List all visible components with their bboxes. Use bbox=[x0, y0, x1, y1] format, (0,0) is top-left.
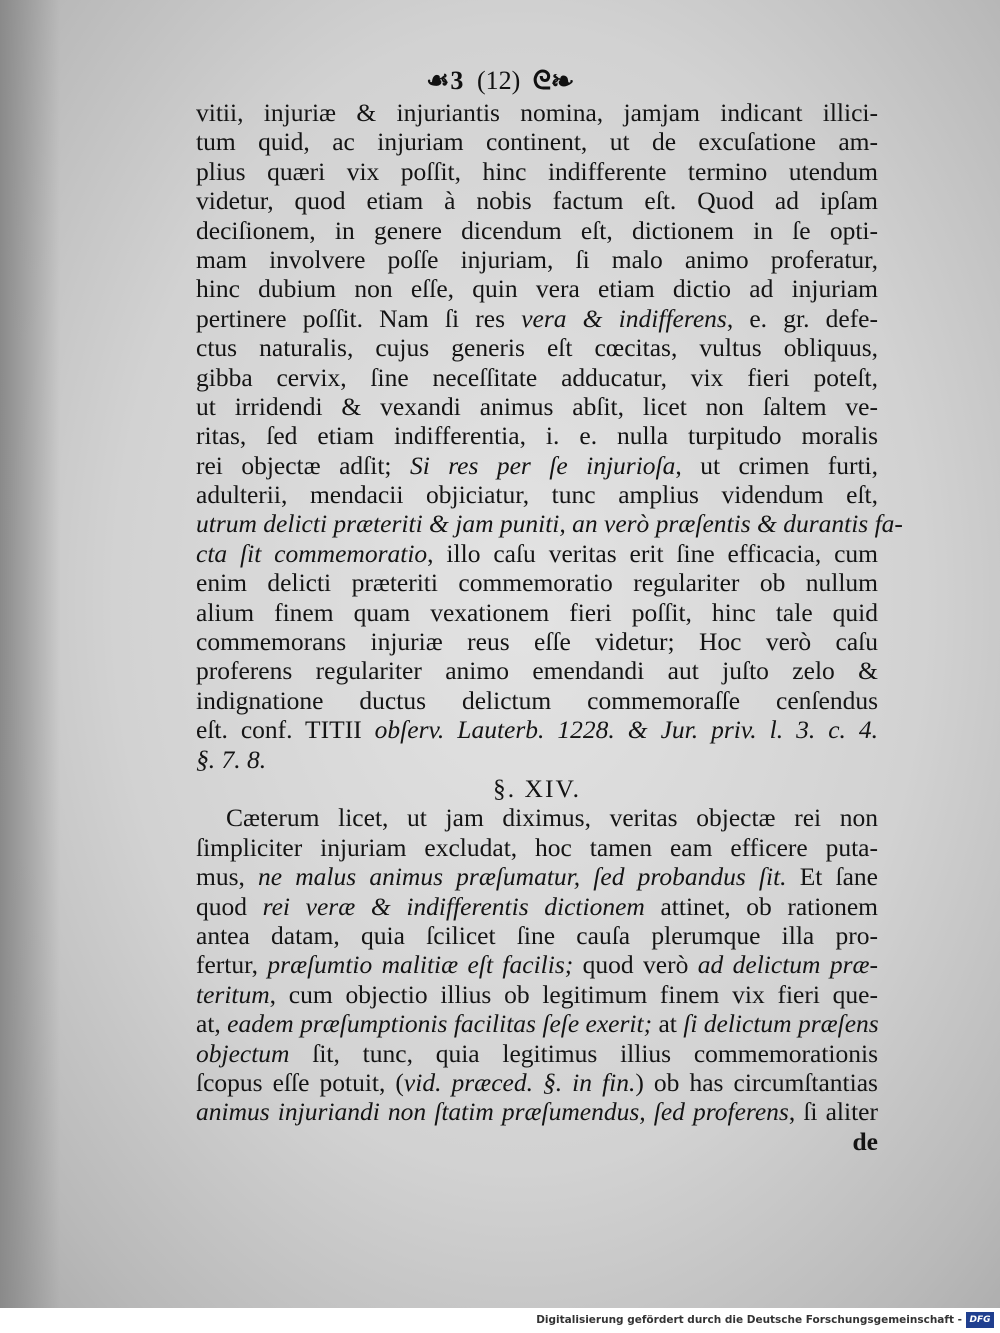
text-line bbox=[196, 892, 878, 921]
text-line bbox=[196, 304, 878, 333]
ornament-left: ☙3 bbox=[426, 66, 465, 95]
text-line: adulterii, mendacii objiciatur, tunc amplius videndum eſt, bbox=[196, 480, 878, 510]
italic-run: utrum delicti præteriti & jam puniti, an verò præſentis & durantis fa- bbox=[196, 509, 903, 539]
text-line: plius quæri vix poſſit, hinc indifferente termino utendum bbox=[196, 156, 878, 186]
italic-run: animus injuriandi non ſtatim præſumendus, ſed proferens bbox=[196, 1097, 789, 1127]
text-line: deciſionem, in genere dicendum eſt, dictionem in ſe opti- bbox=[196, 215, 878, 245]
italic-run: rei veræ & indifferentis dictionem bbox=[262, 891, 645, 921]
italic-run: teritum bbox=[196, 979, 270, 1009]
text-line bbox=[196, 509, 903, 539]
text-line bbox=[196, 862, 878, 891]
italic-run: §. 7. 8. bbox=[196, 744, 267, 774]
text-line: alium finem quam vexationem fieri poſſit, hinc tale quid bbox=[196, 597, 878, 627]
text-line: ctus naturalis, cujus generis eſt cœcitas, vultus obliquus, bbox=[196, 333, 878, 363]
page-number: (12) bbox=[476, 66, 521, 95]
text-run: , ut crimen furti, bbox=[675, 450, 878, 480]
text-line: indignatione ductus delictum commemoraſſe cenſendus bbox=[196, 685, 878, 715]
text-block bbox=[196, 98, 903, 1156]
text-line: vitii, injuriæ & injuriantis nomina, jamjam indicant illici- bbox=[196, 98, 878, 127]
text-run: eſt. conf. TITII bbox=[196, 715, 362, 745]
text-line bbox=[196, 980, 878, 1009]
italic-run: eadem præſumptionis facilitas ſeſe exerit; bbox=[227, 1009, 653, 1039]
text-line: enim delicti præteriti commemoratio regulariter ob nullum bbox=[196, 568, 878, 598]
text-line: ritas, ſed etiam indifferentia, i. e. nulla turpitudo moralis bbox=[196, 421, 878, 451]
italic-run: objectum bbox=[196, 1038, 290, 1068]
text-line bbox=[196, 1068, 878, 1097]
text-run: , cum objectio illius ob legitimum finem vix fieri que- bbox=[269, 979, 878, 1009]
text-run: ſit, tunc, quia legitimus illius commemorationis bbox=[289, 1038, 878, 1068]
italic-run: præſumtio malitiæ eſt facilis; bbox=[267, 950, 574, 980]
text-line: hinc dubium non eſſe, quin vera etiam dictio ad injuriam bbox=[196, 274, 878, 304]
text-run: ) ob has circumſtantias bbox=[635, 1067, 878, 1097]
text-line bbox=[196, 539, 878, 568]
ornament-right: ᘓ❧ bbox=[532, 66, 574, 95]
italic-run: ne malus animus præſumatur, ſed probandus ſit. bbox=[258, 862, 787, 892]
page-edge-shadow bbox=[0, 0, 60, 1308]
text-run: rei objectæ adſit; bbox=[196, 450, 392, 480]
text-line: mam involvere poſſe injuriam, ſi malo animo proferatur, bbox=[196, 244, 878, 274]
italic-run: ſi delictum præſens bbox=[683, 1009, 879, 1039]
text-run: , illo caſu veritas erit ſine efficacia, cum bbox=[427, 538, 878, 568]
italic-run: vid. præced. §. in fin. bbox=[403, 1067, 636, 1097]
text-run: , ſi aliter bbox=[788, 1097, 878, 1127]
text-line bbox=[196, 715, 878, 744]
text-line: ſimpliciter injuriam excludat, hoc tamen eam efficere puta- bbox=[196, 832, 878, 862]
text-line bbox=[196, 451, 878, 480]
text-run: mus, bbox=[196, 862, 245, 892]
text-run: attinet, ob rationem bbox=[644, 891, 878, 921]
text-run: quod bbox=[196, 891, 247, 921]
text-line: ut irridendi & vexandi animus abſit, licet non ſaltem ve- bbox=[196, 391, 878, 421]
text-run: fertur, bbox=[196, 950, 258, 980]
text-line: proferens regulariter animo emendandi aut juſto zelo & bbox=[196, 656, 878, 686]
text-line bbox=[196, 1039, 878, 1068]
section-heading: §. XIV. bbox=[493, 773, 581, 803]
text-line: gibba cervix, ſine neceſſitate adducatur, vix fieri poteſt, bbox=[196, 362, 878, 392]
italic-run: ad delictum præ- bbox=[697, 950, 879, 980]
text-run: at, bbox=[196, 1009, 221, 1039]
text-run: pertinere poſſit. Nam ſi res bbox=[196, 303, 505, 333]
digitization-footer bbox=[0, 1308, 1000, 1333]
text-line: commemorans injuriæ reus eſſe videtur; Hoc verò caſu bbox=[196, 627, 878, 657]
running-head bbox=[0, 66, 1000, 97]
section-reference bbox=[196, 745, 878, 774]
dfg-logo: DFG bbox=[966, 1312, 994, 1328]
text-line: Cæterum licet, ut jam diximus, veritas objectæ rei non bbox=[226, 803, 878, 833]
catchword: de bbox=[852, 1126, 878, 1156]
text-run: Et ſane bbox=[786, 862, 879, 892]
text-line bbox=[196, 950, 878, 979]
funding-credit: Digitalisierung gefördert durch die Deutsche Forschungsgemeinschaft - bbox=[536, 1314, 962, 1326]
text-line: tum quid, ac injuriam continent, ut de excuſatione am- bbox=[196, 127, 878, 157]
text-run: quod verò bbox=[573, 950, 698, 980]
text-line: antea datam, quia ſcilicet ſine cauſa plerumque illa pro- bbox=[196, 920, 878, 950]
italic-run: Si res per ſe injurioſa bbox=[409, 450, 676, 480]
text-run: ſcopus eſſe potuit, ( bbox=[196, 1067, 404, 1097]
text-line: videtur, quod etiam à nobis factum eſt. Quod ad ipſam bbox=[196, 186, 878, 216]
text-run: at bbox=[652, 1009, 684, 1039]
italic-run: cta ſit commemoratio bbox=[196, 538, 428, 568]
text-run: , e. gr. defe- bbox=[726, 303, 878, 333]
text-line bbox=[196, 1097, 878, 1126]
text-line bbox=[196, 1009, 878, 1038]
italic-run: vera & indifferens bbox=[521, 303, 727, 333]
italic-run: obſerv. Lauterb. 1228. & Jur. priv. l. 3. c. 4. bbox=[374, 715, 878, 745]
